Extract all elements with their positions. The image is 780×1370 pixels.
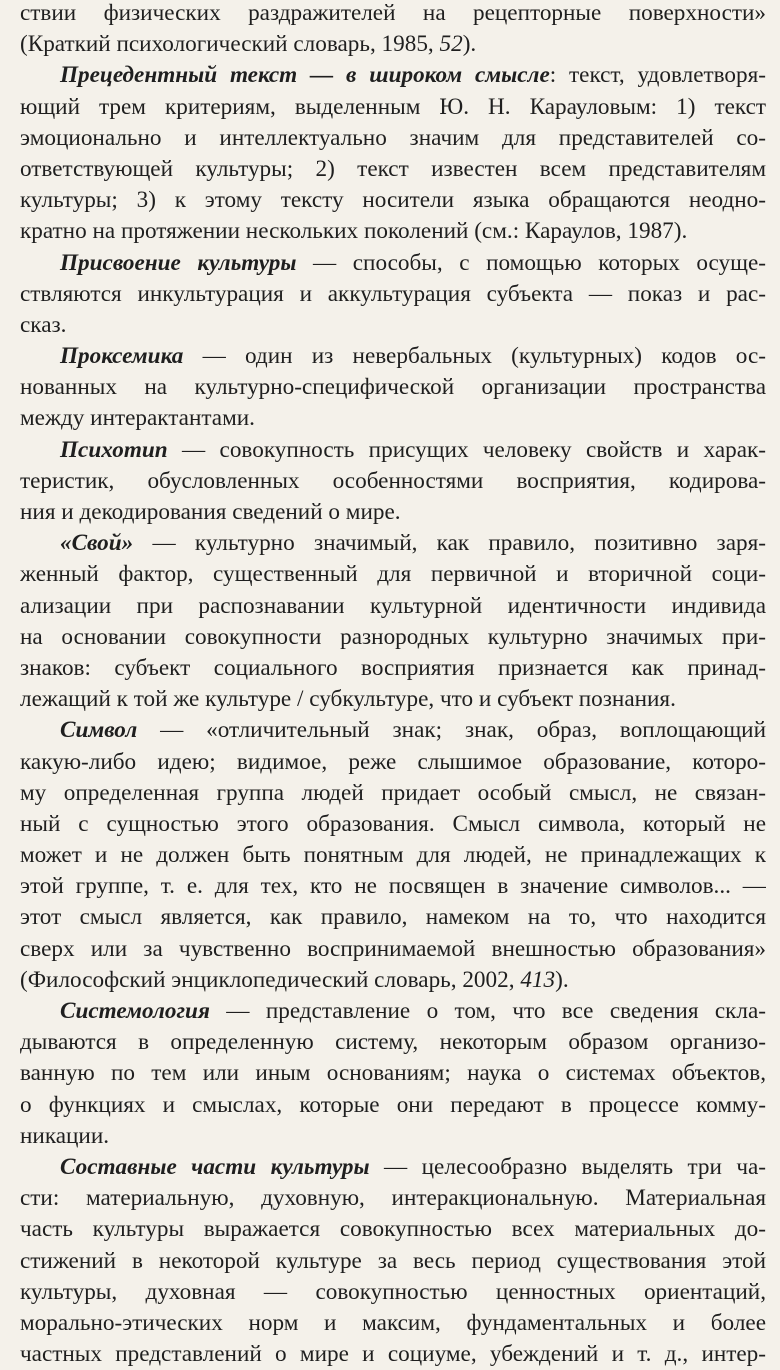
text-line bbox=[20, 341, 766, 372]
entry-text: сти: материальную, духовную, интеракциональную. Материальная bbox=[20, 1185, 766, 1212]
text-line bbox=[20, 934, 766, 965]
entry-text: : текст, удовлетворя- bbox=[549, 62, 766, 89]
text-line bbox=[20, 715, 766, 746]
text-line bbox=[20, 466, 766, 497]
text-line bbox=[20, 29, 766, 60]
text-line bbox=[20, 965, 766, 996]
entry-text: этот смысл является, как правило, намеком на то, что находится bbox=[20, 904, 766, 931]
entry-text: стижений в некоторой культуре за весь период существования этой bbox=[20, 1247, 766, 1274]
text-line bbox=[20, 310, 766, 341]
entry-text: ответствующей культуры; 2) текст известен всем представителям bbox=[20, 155, 766, 182]
entry-text: ния и декодирования сведений о мире. bbox=[20, 499, 401, 525]
entry-text: теристик, обусловленных особенностями восприятия, кодирова- bbox=[20, 467, 766, 494]
entry-text: ). bbox=[462, 31, 477, 58]
entry-text: (Философский энциклопедический словарь, 2002, bbox=[20, 966, 521, 993]
entry-text: морально-этических норм и максим, фундаментальных и более bbox=[20, 1309, 766, 1336]
page-text bbox=[20, 0, 766, 1370]
entry-text: на основании совокупности разнородных культурно значимых при- bbox=[20, 623, 766, 650]
text-line bbox=[20, 497, 766, 528]
entry-term: Системология bbox=[60, 998, 210, 1024]
entry-text: — совокупность присущих человеку свойств и харак- bbox=[167, 436, 766, 463]
entry-text: женный фактор, существенный для первичной и вторичной соци- bbox=[20, 561, 766, 588]
text-line bbox=[20, 1214, 766, 1245]
entry-text: этой группе, т. е. для тех, кто не посвящен в значение символов... — bbox=[20, 873, 766, 900]
text-line bbox=[20, 279, 766, 310]
text-line bbox=[20, 528, 766, 559]
text-line bbox=[20, 653, 766, 684]
text-line bbox=[20, 185, 766, 216]
entry-text: никации. bbox=[20, 1122, 110, 1149]
text-line bbox=[20, 591, 766, 622]
text-line bbox=[20, 1152, 766, 1183]
text-line bbox=[20, 1246, 766, 1277]
entry-text: какую-либо идею; видимое, реже слышимое образование, которо- bbox=[20, 748, 766, 775]
entry-text: — один из невербальных (культурных) кодов ос- bbox=[183, 343, 766, 370]
entry-text: ванную по тем или иным основаниям; наука о системах объектов, bbox=[20, 1060, 766, 1087]
entry-term: Составные части культуры bbox=[60, 1153, 370, 1180]
entry-text: — представление о том, что все сведения скла- bbox=[209, 998, 766, 1024]
entry-text: может и не должен быть понятным для людей, не принадлежащих к bbox=[20, 842, 766, 869]
entry-text: эмоционально и интеллектуально значим для представителей со- bbox=[20, 124, 766, 151]
entry-text: — культурно значимый, как правило, позитивно заря- bbox=[133, 530, 766, 557]
entry-text: кратно на протяжении нескольких поколений (см.: Караулов, 1987). bbox=[20, 218, 688, 245]
text-line bbox=[20, 1027, 766, 1058]
text-line bbox=[20, 0, 766, 29]
entry-text: лежащий к той же культуре / субкультуре, что и субъект познания. bbox=[20, 686, 676, 713]
text-line bbox=[20, 747, 766, 778]
entry-text: ющий трем критериям, выделенным Ю. Н. Карауловым: 1) текст bbox=[20, 93, 766, 120]
text-line bbox=[20, 435, 766, 466]
text-line bbox=[20, 1121, 766, 1152]
text-line bbox=[20, 809, 766, 840]
text-line bbox=[20, 778, 766, 809]
entry-text: культуры; 3) к этому тексту носители языка обращаются неодно- bbox=[20, 187, 766, 214]
text-line bbox=[20, 559, 766, 590]
text-line bbox=[20, 92, 766, 123]
entry-text: ствии физических раздражителей на рецепторные поверхности» bbox=[20, 0, 766, 26]
text-line bbox=[20, 1183, 766, 1214]
entry-text: сверх или за чувственно воспринимаемой внешностью образования» bbox=[20, 935, 766, 962]
entry-text: дываются в определенную систему, некоторым образом организо- bbox=[20, 1029, 766, 1056]
entry-text: часть культуры выражается совокупностью всех материальных до- bbox=[20, 1216, 766, 1243]
entry-term: Прецедентный текст — в широком смысле bbox=[60, 62, 550, 89]
entry-text: — целесообразно выделять три ча- bbox=[369, 1153, 766, 1180]
entry-text: — способы, с помощью которых осуще- bbox=[296, 249, 766, 276]
entry-text: между интерактантами. bbox=[20, 405, 255, 432]
page-reference: 413 bbox=[520, 966, 556, 993]
entry-text: (Краткий психологический словарь, 1985, bbox=[20, 31, 440, 58]
text-line bbox=[20, 684, 766, 715]
entry-text: нованных на культурно-специфической организации пространства bbox=[20, 374, 766, 401]
page-reference: 52 bbox=[439, 31, 463, 58]
entry-text: ализации при распознавании культурной идентичности индивида bbox=[20, 592, 766, 619]
text-line bbox=[20, 902, 766, 933]
text-line bbox=[20, 622, 766, 653]
entry-term: «Свой» bbox=[60, 530, 134, 557]
text-line bbox=[20, 123, 766, 154]
entry-text: му определенная группа людей придает особый смысл, не связан- bbox=[20, 779, 766, 806]
entry-text: — «отличительный знак; знак, образ, воплощающий bbox=[137, 717, 766, 744]
text-line bbox=[20, 1339, 766, 1370]
text-line bbox=[20, 996, 766, 1027]
entry-term: Психотип bbox=[60, 436, 168, 463]
text-line bbox=[20, 1308, 766, 1339]
text-line bbox=[20, 372, 766, 403]
text-line bbox=[20, 403, 766, 434]
entry-text: ). bbox=[555, 966, 569, 993]
text-line bbox=[20, 1090, 766, 1121]
text-line bbox=[20, 871, 766, 902]
text-line bbox=[20, 840, 766, 871]
entry-text: о функциях и смыслах, которые они передают в процессе комму- bbox=[20, 1091, 766, 1118]
entry-text: знаков: субъект социального восприятия признается как принад- bbox=[20, 654, 766, 681]
entry-term: Проксемика bbox=[60, 343, 184, 370]
text-line bbox=[20, 154, 766, 185]
text-line bbox=[20, 60, 766, 91]
entry-term: Присвоение культуры bbox=[60, 249, 297, 276]
entry-text: ный с сущностью этого образования. Смысл символа, который не bbox=[20, 810, 766, 837]
entry-text: ствляются инкультурация и аккультурация субъекта — показ и рас- bbox=[20, 280, 766, 307]
entry-text: сказ. bbox=[20, 311, 67, 338]
entry-term: Символ bbox=[60, 717, 138, 744]
text-line bbox=[20, 216, 766, 247]
entry-text: частных представлений о мире и социуме, убеждений и т. д., интер- bbox=[20, 1341, 766, 1368]
entry-text: культуры, духовная — совокупностью ценностных ориентаций, bbox=[20, 1278, 766, 1305]
text-line bbox=[20, 248, 766, 279]
text-line bbox=[20, 1277, 766, 1308]
